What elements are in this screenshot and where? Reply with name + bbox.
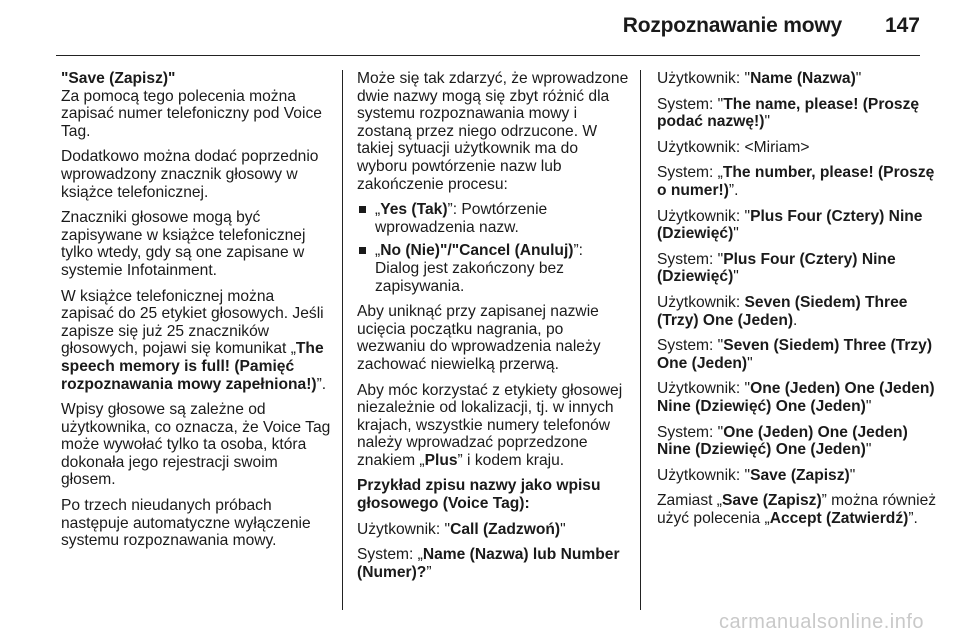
page-header xyxy=(0,0,960,56)
speaker-label: System: „ xyxy=(357,546,423,564)
quote-open: „ xyxy=(375,201,381,219)
spoken-text: One (Jeden) One (Jeden) Nine (Dziewięć) One (Jeden) xyxy=(657,380,935,415)
bullet-icon xyxy=(359,206,366,213)
dialog-line: Użytkownik: <Miriam> xyxy=(657,138,810,156)
paragraph xyxy=(61,288,331,394)
dialog-line xyxy=(657,251,937,286)
command-text: Accept (Zatwierdź) xyxy=(769,509,909,527)
quote-open: „ xyxy=(375,242,381,260)
speaker-label: Użytkownik: " xyxy=(657,70,751,87)
dialog-line xyxy=(657,70,937,88)
plus-text: Plus xyxy=(424,451,458,469)
speaker-label: System: " xyxy=(657,250,724,268)
spoken-text: One (Jeden) One (Jeden) Nine (Dziewięć) One (Jeden) xyxy=(657,423,908,459)
quote-open: „ xyxy=(290,340,296,358)
spoken-text: Plus Four (Cztery) Nine (Dziewięć) xyxy=(657,250,896,286)
spoken-text: The name, please! (Proszę podać nazwę!) xyxy=(657,95,920,131)
dialog-line xyxy=(657,294,937,329)
example-heading xyxy=(357,477,629,512)
paragraph-text: ” można również użyć polecenia „ xyxy=(657,492,937,527)
header-rule xyxy=(56,55,920,56)
speaker-label: Użytkownik: " xyxy=(657,207,751,225)
item-text: ”: Dialog jest zakończony bez zapisywania. xyxy=(375,242,583,295)
paragraph-end: ”. xyxy=(908,509,918,527)
paragraph-end: ” i kodem kraju. xyxy=(457,451,565,469)
dialog-line xyxy=(357,546,629,581)
spoken-text: The number, please! (Proszę o numer!) xyxy=(657,164,935,199)
column-3 xyxy=(657,70,937,535)
paragraph-text: Aby móc korzystać z etykiety głosowej niezależnie od lokalizacji, tj. w innych krajach, wszystkie numery telefonów należy wprowadzać poprzedzone znakiem „ xyxy=(357,381,623,469)
command-text: Save (Zapisz) xyxy=(721,492,822,510)
watermark: carmanualsonline.info xyxy=(718,611,924,633)
quote-close: " xyxy=(865,397,872,415)
quote-close: . xyxy=(793,311,798,329)
bullet-icon xyxy=(359,247,366,254)
speaker-label: System: " xyxy=(657,95,724,113)
paragraph: Po trzech nieudanych próbach następuje automatyczne wyłączenie systemu rozpoznawania mowy. xyxy=(61,497,311,550)
command-text: Yes (Tak) xyxy=(380,201,448,219)
spoken-text: Seven (Siedem) Three (Trzy) One (Jeden) xyxy=(657,337,933,372)
paragraph-text: W książce telefonicznej można zapisać do 25 etykiet głosowych. Jeśli zapisze się już 25 znaczników głosowych, pojawi się komunikat xyxy=(61,287,324,358)
command-text: No (Nie) xyxy=(380,242,440,260)
spoken-text: Name (Nazwa) xyxy=(750,70,856,87)
paragraph xyxy=(357,382,629,470)
page-number: 147 xyxy=(884,14,920,37)
section-heading xyxy=(61,70,331,140)
quote-close: ”. xyxy=(728,181,739,199)
speaker-label: System: „ xyxy=(657,164,723,182)
paragraph: Aby uniknąć przy zapisanej nazwie ucięcia początku nagrania, po wezwaniu do wprowadzenia należy zachować niewielką przerwą. xyxy=(357,303,601,373)
dialog-line xyxy=(357,521,629,539)
quote-close: " xyxy=(733,225,739,243)
dialog-line xyxy=(657,380,937,415)
quote-close: " xyxy=(849,466,856,484)
page-title: Rozpoznawanie mowy xyxy=(622,14,842,37)
column-divider-2 xyxy=(640,70,641,610)
speaker-label: Użytkownik: " xyxy=(657,380,751,398)
quote-close: " xyxy=(855,70,862,87)
paragraph: Za pomocą tego polecenia można zapisać numer telefoniczny pod Voice Tag. xyxy=(61,87,322,140)
dialog-line xyxy=(657,467,937,485)
example-heading-text: Przykład zpisu nazwy jako wpisu głosowego (Voice Tag): xyxy=(357,477,601,513)
section-heading-text: "Save (Zapisz)" xyxy=(61,70,176,87)
column-2 xyxy=(357,70,629,589)
bullet-list xyxy=(357,201,629,295)
quote-close: " xyxy=(733,268,739,286)
paragraph: Dodatkowo można dodać poprzednio wprowadzony znacznik głosowy w książce telefonicznej. xyxy=(61,148,319,201)
speaker-label: Użytkownik: xyxy=(657,293,745,311)
dialog-line xyxy=(657,424,937,459)
quote-close: " xyxy=(764,113,770,131)
item-text: ”: Powtórzenie wprowadzenia nazw. xyxy=(375,201,548,236)
quote-close: " xyxy=(560,520,566,538)
dialog-line xyxy=(657,164,937,199)
spoken-text: Seven (Siedem) Three (Trzy) One (Jeden) xyxy=(657,293,908,329)
spoken-text: Plus Four (Cztery) Nine (Dziewięć) xyxy=(657,207,923,243)
column-divider-1 xyxy=(342,70,343,610)
separator: "/" xyxy=(439,242,460,260)
spoken-text: Name (Nazwa) lub Number (Numer)? xyxy=(357,546,620,581)
paragraph: Wpisy głosowe są zależne od użytkownika, co oznacza, że Voice Tag może wywołać tylko ta osoba, która dokonała jego rejestracji swoim głosem. xyxy=(61,401,331,489)
dialog-line xyxy=(657,96,937,131)
paragraph xyxy=(657,492,937,527)
dialog-line xyxy=(657,208,937,243)
speaker-label: System: " xyxy=(657,337,724,355)
command-text: Cancel (Anuluj) xyxy=(459,242,574,260)
quote-close: ” xyxy=(426,563,432,581)
list-item xyxy=(357,242,629,295)
dialog-line xyxy=(657,337,937,372)
message-text: The speech memory is full! (Pamięć rozpoznawania mowy zapełniona!) xyxy=(61,340,324,393)
column-1 xyxy=(61,70,331,558)
list-item xyxy=(357,201,629,236)
speaker-label: Użytkownik: " xyxy=(357,520,451,538)
quote-close: " xyxy=(865,441,872,459)
quote-close: " xyxy=(747,354,753,372)
speaker-label: Użytkownik: " xyxy=(657,466,751,484)
paragraph: Znaczniki głosowe mogą być zapisywane w książce telefonicznej tylko wtedy, gdy są one zapisane w systemie Infotainment. xyxy=(61,209,306,279)
quote-close: ”. xyxy=(316,375,327,393)
spoken-text: Call (Zadzwoń) xyxy=(450,520,561,538)
spoken-text: Save (Zapisz) xyxy=(750,466,850,484)
paragraph: Może się tak zdarzyć, że wprowadzone dwie nazwy mogą się zbyt różnić dla systemu rozpoznawania mowy i zostaną przez niego odrzucone. W takiej sytuacji użytkownik ma do wyboru powtórzenie nazw lub zakończenie procesu: xyxy=(357,70,629,193)
paragraph-text: Zamiast „ xyxy=(657,492,722,510)
speaker-label: System: " xyxy=(657,423,724,441)
